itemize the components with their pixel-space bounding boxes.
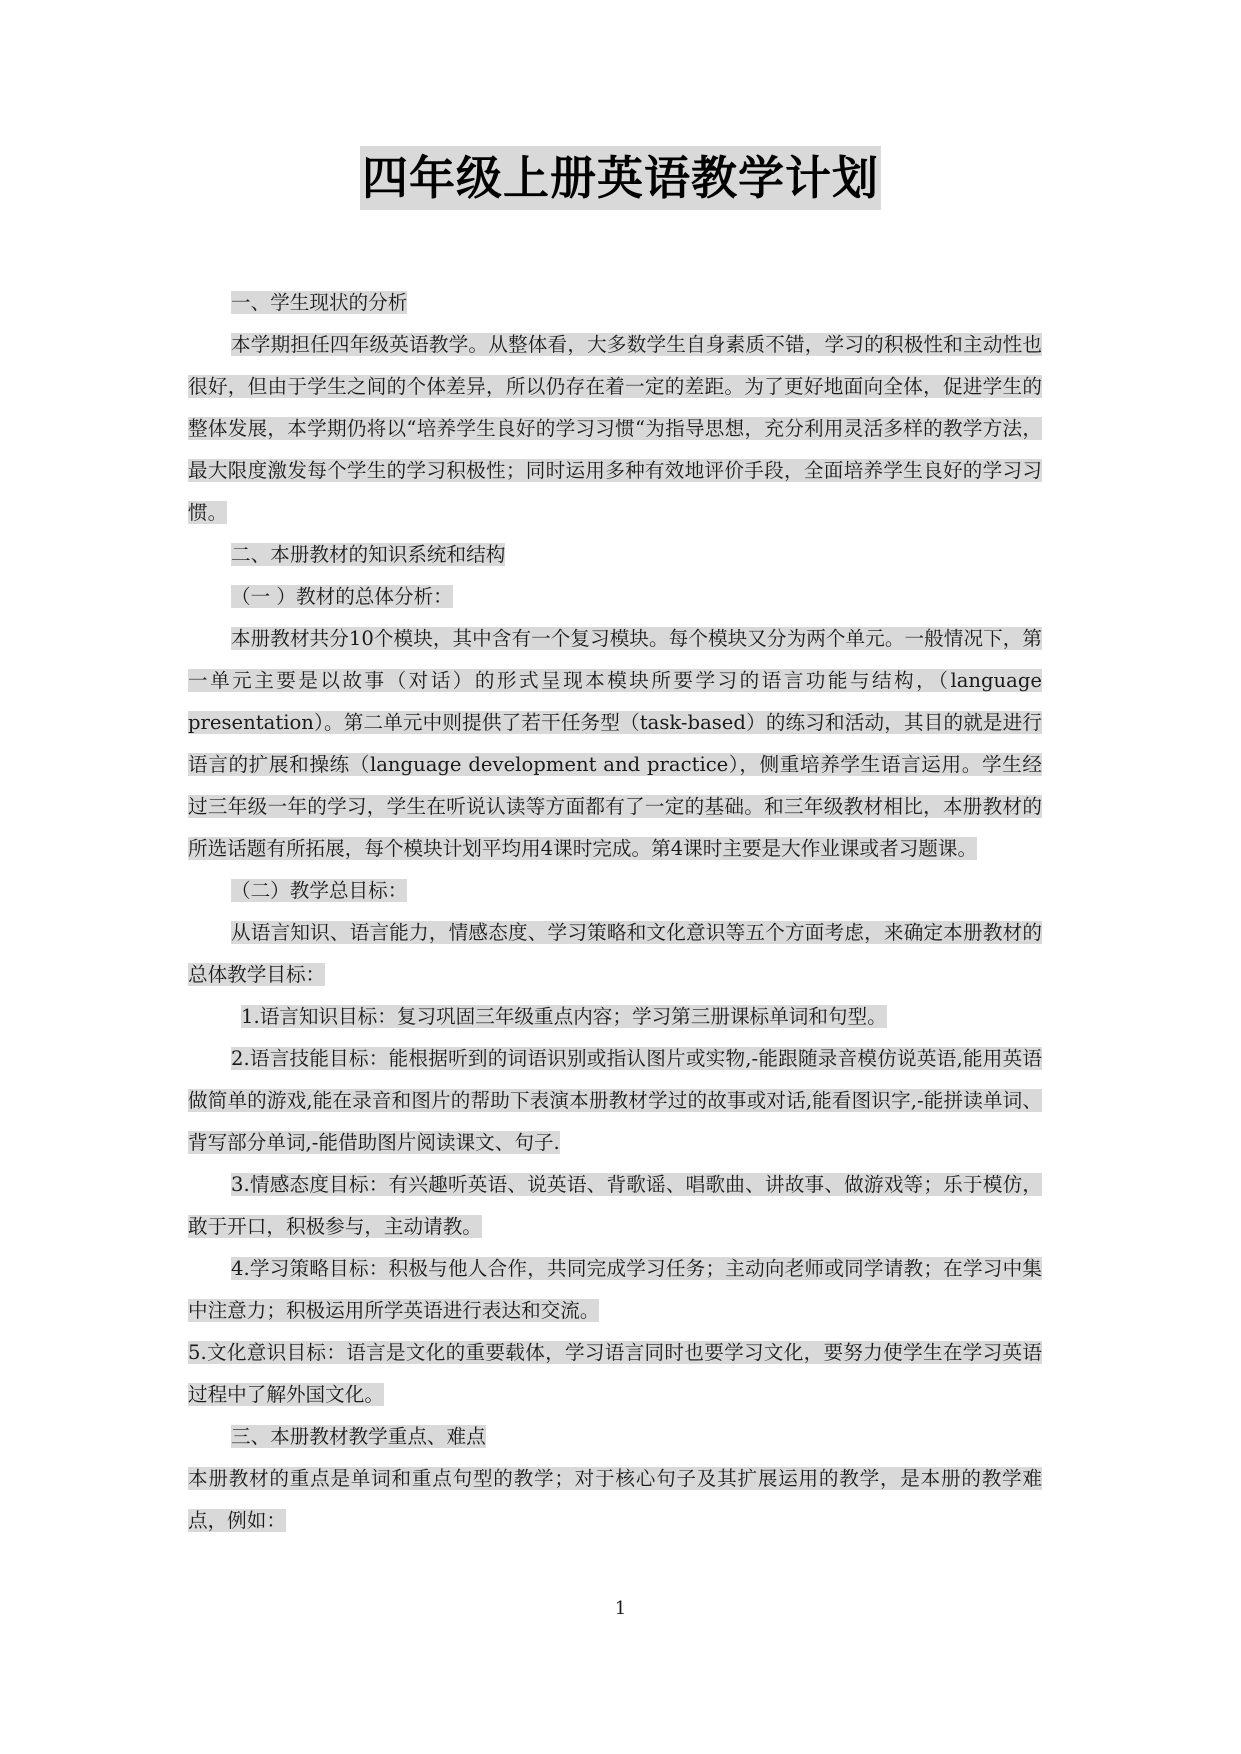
paragraph [188,1248,1042,1332]
paragraph-text: （二）教学总目标： [231,879,408,902]
paragraph-text: 二、本册教材的知识系统和结构 [231,543,506,566]
paragraph [188,576,1042,618]
paragraph-text: 3.情感态度目标：有兴趣听英语、说英语、背歌谣、唱歌曲、讲故事、做游戏等；乐于模仿，敢于开口，积极参与，主动请教。 [188,1173,1042,1238]
paragraph [188,870,1042,912]
paragraph-text: 1.语言知识目标：复习巩固三年级重点内容；学习第三册课标单词和句型。 [241,1005,887,1028]
page-number: 1 [614,1598,627,1619]
paragraph [188,324,1042,534]
document-title: 四年级上册英语教学计划 [360,146,881,210]
paragraph [188,282,1042,324]
paragraph-text: （一 ）教材的总体分析： [231,585,453,608]
paragraph-text: 5.文化意识目标：语言是文化的重要载体，学习语言同时也要学习文化，要努力使学生在学习英语过程中了解外国文化。 [188,1341,1042,1406]
paragraph [188,1038,1042,1164]
paragraph [188,1416,1042,1458]
paragraph-text: 一、学生现状的分析 [231,291,408,314]
paragraph [188,912,1042,996]
paragraph [188,1458,1042,1542]
title-container [0,146,1241,210]
paragraph [188,996,1042,1038]
paragraph [188,1332,1042,1416]
paragraph [188,1164,1042,1248]
paragraph-text: 本学期担任四年级英语教学。从整体看，大多数学生自身素质不错，学习的积极性和主动性也很好，但由于学生之间的个体差异，所以仍存在着一定的差距。为了更好地面向全体，促进学生的整体发展，本学期仍将以“培养学生良好的学习习惯“为指导思想，充分利用灵活多样的教学方法，最大限度激发每个学生的学习积极性；同时运用多种有效地评价手段，全面培养学生良好的学习习惯。 [188,333,1042,524]
paragraph-text: 三、本册教材教学重点、难点 [231,1425,486,1448]
document-body [188,282,1042,1542]
paragraph-text: 2.语言技能目标：能根据听到的词语识别或指认图片或实物,-能跟随录音模仿说英语,能用英语做简单的游戏,能在录音和图片的帮助下表演本册教材学过的故事或对话,能看图识字,-能拼读单词、背写部分单词,-能借助图片阅读课文、句子. [188,1047,1042,1154]
paragraph-text: 从语言知识、语言能力，情感态度、学习策略和文化意识等五个方面考虑，来确定本册教材的总体教学目标： [188,921,1042,986]
paragraph [188,618,1042,870]
paragraph-text: 本册教材共分10个模块，其中含有一个复习模块。每个模块又分为两个单元。一般情况下，第一单元主要是以故事（对话）的形式呈现本模块所要学习的语言功能与结构，（language presentation）。第二单元中则提供了若干任务型（task-based）的练习和活动，其目的就是进行语言的扩展和操练（language development and practice），侧重培养学生语言运用。学生经过三年级一年的学习，学生在听说认读等方面都有了一定的基础。和三年级教材相比，本册教材的所选话题有所拓展，每个模块计划平均用4课时完成。第4课时主要是大作业课或者习题课。 [188,627,1042,860]
paragraph-text: 本册教材的重点是单词和重点句型的教学；对于核心句子及其扩展运用的教学，是本册的教学难点，例如： [188,1467,1042,1532]
paragraph-text: 4.学习策略目标：积极与他人合作，共同完成学习任务；主动向老师或同学请教；在学习中集中注意力；积极运用所学英语进行表达和交流。 [188,1257,1042,1322]
paragraph [188,534,1042,576]
